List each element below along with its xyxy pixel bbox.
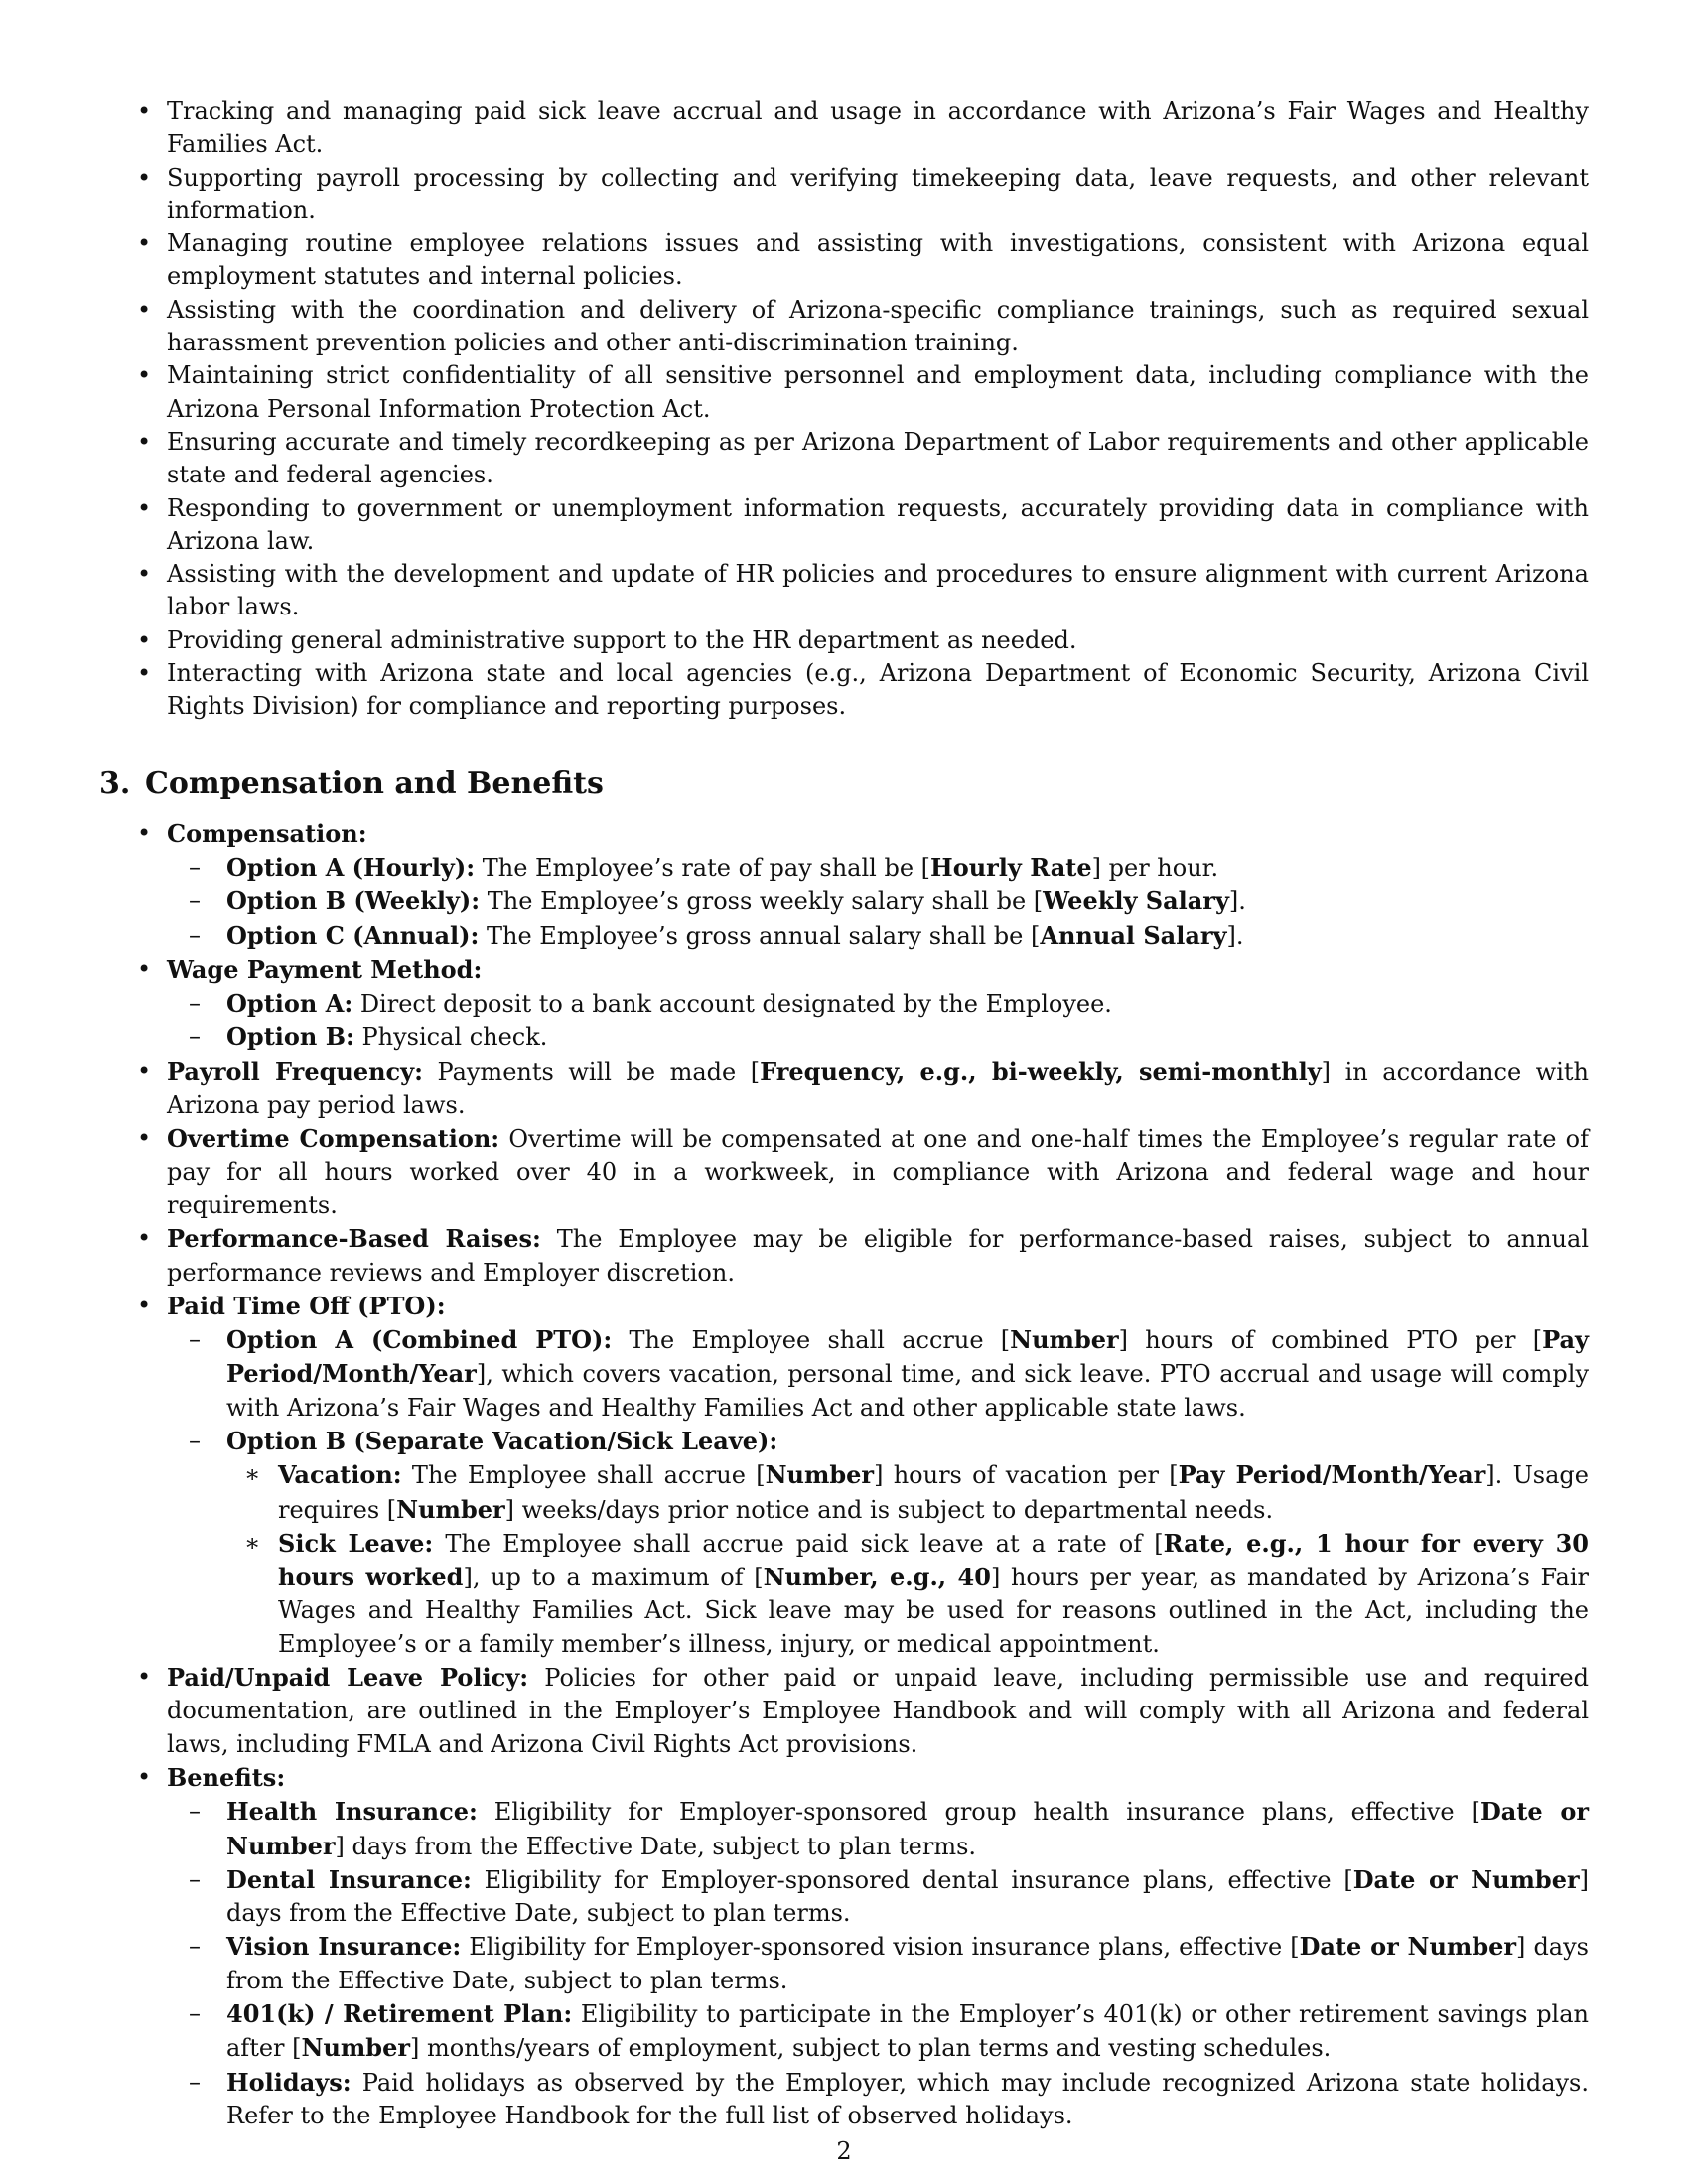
placeholder-field: Number bbox=[301, 2033, 410, 2063]
benefits-list bbox=[167, 1795, 1589, 2132]
placeholder-field: Frequency, e.g., bi-weekly, semi-monthly bbox=[760, 1056, 1322, 1086]
option-text: Eligibility for Employer-sponsored vision insurance plans, effective [ bbox=[461, 1933, 1300, 1962]
vacation-item bbox=[226, 1458, 1589, 1527]
option-text: ] days from the Effective Date, subject to plan terms. bbox=[226, 1933, 1589, 1994]
option-b-separate-leave bbox=[167, 1425, 1589, 1661]
sub-label: Sick Leave: bbox=[278, 1528, 434, 1558]
placeholder-field: Hourly Rate bbox=[930, 852, 1092, 882]
list-item: • Assisting with the coordination and delivery of Arizona-specific compliance trainings, such as required sexual harassment prevention policies and other anti-discrimination training. bbox=[99, 294, 1589, 360]
option-b-check bbox=[167, 1021, 1589, 1054]
raises-item bbox=[99, 1222, 1589, 1290]
option-label: Dental Insurance: bbox=[226, 1864, 472, 1894]
option-label: Option B (Weekly): bbox=[226, 887, 481, 916]
item-label: Payroll Frequency: bbox=[167, 1056, 423, 1086]
list-item: • Supporting payroll processing by collecting and verifying timekeeping data, leave requests, and other relevant information. bbox=[99, 162, 1589, 228]
option-a-direct-deposit bbox=[167, 987, 1589, 1021]
overtime-item bbox=[99, 1122, 1589, 1222]
list-item: • Interacting with Arizona state and local agencies (e.g., Arizona Department of Economic Security, Arizona Civil Rights Division) for compliance and reporting purposes. bbox=[99, 657, 1589, 724]
option-text: ] hours of combined PTO per [ bbox=[1118, 1326, 1543, 1355]
dental-insurance-item bbox=[167, 1863, 1589, 1931]
wage-payment-item bbox=[99, 953, 1589, 1055]
option-a-hourly bbox=[167, 851, 1589, 885]
sub-text: ] hours of vacation per [ bbox=[874, 1461, 1179, 1490]
option-c-annual bbox=[167, 919, 1589, 953]
option-label: Option A (Hourly): bbox=[226, 852, 476, 882]
option-text: ]. bbox=[1226, 921, 1244, 950]
duties-list bbox=[99, 95, 1589, 724]
option-b-weekly bbox=[167, 885, 1589, 918]
item-label: Overtime Compensation: bbox=[167, 1124, 500, 1154]
item-label: Wage Payment Method: bbox=[167, 954, 483, 984]
sub-text: ], up to a maximum of [ bbox=[463, 1564, 764, 1592]
placeholder-field: Number bbox=[765, 1460, 875, 1490]
placeholder-field: Pay Period/Month/Year bbox=[226, 1325, 1589, 1389]
option-label: Option A: bbox=[226, 989, 353, 1019]
section-heading bbox=[99, 765, 1589, 803]
option-text: The Employee shall accrue [ bbox=[612, 1326, 1011, 1355]
placeholder-field: Rate, e.g., 1 hour for every 30 hours worked bbox=[278, 1528, 1589, 1592]
option-text: ] days from the Effective Date, subject to plan terms. bbox=[335, 1832, 977, 1860]
option-label: Vision Insurance: bbox=[226, 1932, 462, 1962]
option-text: ]. bbox=[1228, 887, 1246, 916]
separate-leave-list bbox=[226, 1458, 1589, 1661]
list-item: • Responding to government or unemployment information requests, accurately providing data in compliance with Arizona law. bbox=[99, 492, 1589, 559]
option-text: Physical check. bbox=[353, 1024, 548, 1052]
retirement-plan-item bbox=[167, 1997, 1589, 2066]
section-number: 3. bbox=[99, 765, 131, 801]
health-insurance-item bbox=[167, 1795, 1589, 1863]
option-text: The Employee’s gross annual salary shall be [ bbox=[479, 921, 1041, 950]
item-text: ] in accordance with Arizona pay period laws. bbox=[167, 1057, 1590, 1120]
sub-text: ] weeks/days prior notice and is subject to departmental needs. bbox=[504, 1495, 1274, 1524]
leave-policy-item bbox=[99, 1661, 1589, 1761]
page-number: 2 bbox=[836, 2137, 852, 2165]
sub-text: The Employee shall accrue [ bbox=[401, 1461, 766, 1490]
option-label: Option B: bbox=[226, 1023, 354, 1052]
sub-label: Vacation: bbox=[278, 1460, 402, 1490]
sub-text: ] hours per year, as mandated by Arizona’s Fair Wages and Healthy Families Act. Sick leave may be used for reasons outlined in the Act, including the Employee’s or a family member’s illness, injury, or medical appointment. bbox=[278, 1564, 1590, 1658]
option-text: Eligibility for Employer-sponsored group health insurance plans, effective [ bbox=[477, 1798, 1480, 1827]
option-text: The Employee’s rate of pay shall be [ bbox=[475, 853, 931, 882]
pto-item bbox=[99, 1290, 1589, 1661]
option-a-combined-pto bbox=[167, 1323, 1589, 1425]
compensation-item bbox=[99, 817, 1589, 953]
placeholder-field: Number bbox=[396, 1494, 505, 1524]
list-item: • Tracking and managing paid sick leave accrual and usage in accordance with Arizona’s Fair Wages and Healthy Families Act. bbox=[99, 95, 1589, 162]
placeholder-field: Date or Number bbox=[226, 1797, 1590, 1860]
option-text: The Employee’s gross weekly salary shall be [ bbox=[480, 887, 1044, 916]
option-text: ] months/years of employment, subject to plan terms and vesting schedules. bbox=[410, 2034, 1332, 2063]
item-label: Compensation: bbox=[167, 818, 367, 848]
list-item: • Maintaining strict confidentiality of all sensitive personnel and employment data, including compliance with the Arizona Personal Information Protection Act. bbox=[99, 359, 1589, 426]
item-label: Paid Time Off (PTO): bbox=[167, 1291, 446, 1320]
option-text: ], which covers vacation, personal time, and sick leave. PTO accrual and usage will comply with Arizona’s Fair Wages and Healthy Families Act and other applicable state laws. bbox=[226, 1360, 1589, 1422]
pto-options bbox=[167, 1323, 1589, 1661]
sub-text: The Employee shall accrue paid sick leave at a rate of [ bbox=[433, 1529, 1164, 1558]
wage-payment-options bbox=[167, 987, 1589, 1055]
placeholder-field: Date or Number bbox=[1352, 1864, 1580, 1894]
sub-text: ]. Usage requires [ bbox=[278, 1461, 1589, 1524]
option-label: Holidays: bbox=[226, 2067, 352, 2097]
compensation-list bbox=[99, 817, 1589, 2133]
placeholder-field: Pay Period/Month/Year bbox=[1178, 1460, 1486, 1490]
option-label: 401(k) / Retirement Plan: bbox=[226, 1999, 573, 2029]
item-label: Paid/Unpaid Leave Policy: bbox=[167, 1663, 529, 1693]
placeholder-field: Number, e.g., 40 bbox=[763, 1563, 991, 1592]
option-label: Health Insurance: bbox=[226, 1797, 478, 1827]
item-text: Policies for other paid or unpaid leave, including permissible use and required documentation, are outlined in the Employer’s Employee Handbook and will comply with all Arizona and federal laws, including FMLA and Arizona Civil Rights Act provisions. bbox=[167, 1664, 1589, 1758]
vision-insurance-item bbox=[167, 1930, 1589, 1997]
option-text: Eligibility to participate in the Employer’s 401(k) or other retirement savings plan after [ bbox=[226, 2000, 1590, 2063]
document-page bbox=[99, 95, 1589, 2132]
list-item: • Managing routine employee relations issues and assisting with investigations, consistent with Arizona equal employment statutes and internal policies. bbox=[99, 227, 1589, 294]
section-title: Compensation and Benefits bbox=[145, 765, 604, 801]
list-item: • Providing general administrative support to the HR department as needed. bbox=[99, 624, 1589, 657]
payroll-frequency-item bbox=[99, 1055, 1589, 1123]
holidays-item bbox=[167, 2066, 1589, 2133]
placeholder-field: Number bbox=[1010, 1325, 1119, 1355]
option-text: ] days from the Effective Date, subject to plan terms. bbox=[226, 1865, 1590, 1928]
option-text: ] per hour. bbox=[1091, 853, 1219, 882]
sick-leave-item bbox=[226, 1527, 1589, 1661]
item-text: The Employee may be eligible for performance-based raises, subject to annual performance reviews and Employer discretion. bbox=[167, 1225, 1589, 1287]
compensation-options bbox=[167, 851, 1589, 953]
option-text: Paid holidays as observed by the Employer, which may include recognized Arizona state holidays. Refer to the Employee Handbook for the full list of observed holidays. bbox=[226, 2068, 1589, 2129]
placeholder-field: Date or Number bbox=[1299, 1932, 1517, 1962]
item-label: Performance-Based Raises: bbox=[167, 1224, 541, 1254]
placeholder-field: Weekly Salary bbox=[1043, 887, 1229, 916]
option-label: Option C (Annual): bbox=[226, 920, 480, 950]
list-item: • Ensuring accurate and timely recordkeeping as per Arizona Department of Labor requirements and other applicable state and federal agencies. bbox=[99, 426, 1589, 492]
option-text: Eligibility for Employer-sponsored dental insurance plans, effective [ bbox=[471, 1865, 1353, 1894]
item-label: Benefits: bbox=[167, 1762, 286, 1792]
placeholder-field: Annual Salary bbox=[1040, 920, 1227, 950]
item-text: Overtime will be compensated at one and one-half times the Employee’s regular rate of pay for all hours worked over 40 in a workweek, in compliance with Arizona and federal wage and hour requirements. bbox=[167, 1125, 1590, 1219]
option-label: Option A (Combined PTO): bbox=[226, 1325, 613, 1355]
benefits-item bbox=[99, 1761, 1589, 2132]
option-text: Direct deposit to a bank account designated by the Employee. bbox=[352, 990, 1112, 1019]
list-item: • Assisting with the development and update of HR policies and procedures to ensure alignment with current Arizona labor laws. bbox=[99, 558, 1589, 624]
option-label: Option B (Separate Vacation/Sick Leave): bbox=[226, 1426, 778, 1455]
item-text: Payments will be made [ bbox=[422, 1057, 761, 1086]
